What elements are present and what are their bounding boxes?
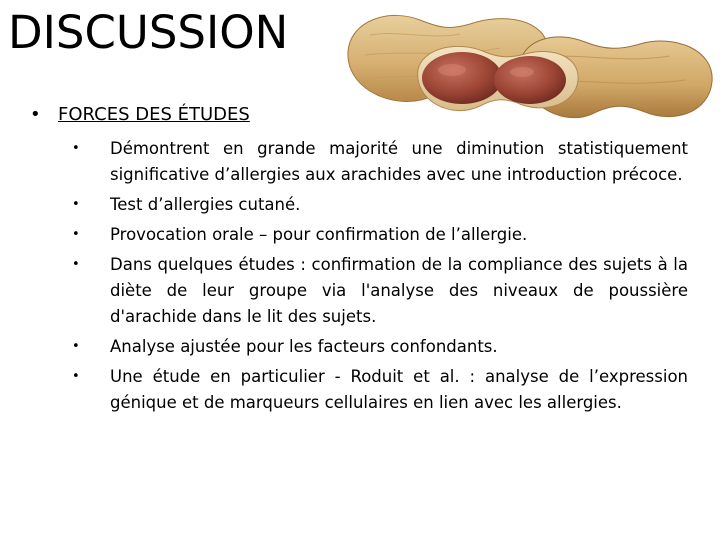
bullet-marker: • <box>72 339 80 354</box>
list-item <box>72 334 688 360</box>
list-item <box>72 364 688 416</box>
list-item-text: Dans quelques études : confirmation de la compliance des sujets à la diète de leur groupe via l'analyse des niveaux de poussière d'arachide dans le lit des sujets. <box>110 255 688 326</box>
bullet-marker: • <box>72 227 80 242</box>
list-item <box>72 222 688 248</box>
bullet-marker: • <box>72 257 80 272</box>
list-item <box>72 252 688 330</box>
slide-title: DISCUSSION <box>8 6 289 59</box>
section-bullet: • <box>30 104 41 125</box>
list-item-text: Provocation orale – pour confirmation de l’allergie. <box>110 225 528 244</box>
bullet-marker: • <box>72 197 80 212</box>
list-item-text: Démontrent en grande majorité une diminution statistiquement significative d’allergies aux arachides avec une introduction précoce. <box>110 139 688 184</box>
list-item-text: Une étude en particulier - Roduit et al. : analyse de l’expression génique et de marqueurs cellulaires en lien avec les allergies. <box>110 367 688 412</box>
list-item-text: Test d’allergies cutané. <box>110 195 301 214</box>
bullet-list <box>72 136 688 420</box>
list-item <box>72 192 688 218</box>
section-heading: FORCES DES ÉTUDES <box>58 104 250 125</box>
bullet-marker: • <box>72 141 80 156</box>
bullet-marker: • <box>72 369 80 384</box>
peanuts-image <box>340 0 720 135</box>
list-item <box>72 136 688 188</box>
list-item-text: Analyse ajustée pour les facteurs confondants. <box>110 337 498 356</box>
